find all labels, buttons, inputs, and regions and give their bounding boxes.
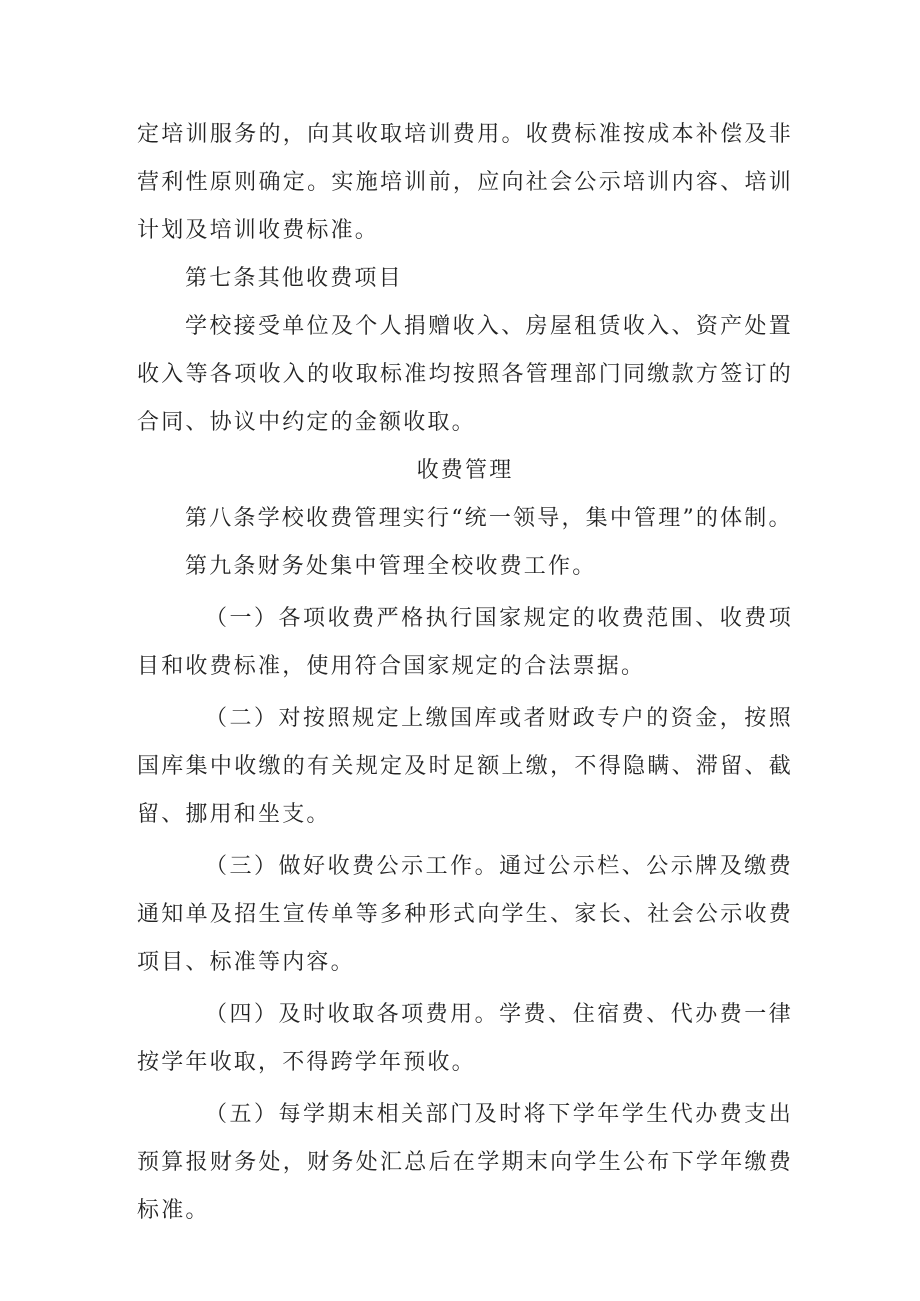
clause-5: （五）每学期末相关部门及时将下学年学生代办费支出预算报财务处，财务处汇总后在学期末向学生公布下学年缴费标准。: [137, 1102, 793, 1223]
article-9: 第九条财务处集中管理全校收费工作。: [185, 554, 597, 579]
section-heading-fee-management: 收费管理: [416, 458, 514, 483]
article-8: 第八条学校收费管理实行“统一领导，集中管理”的体制。: [185, 506, 793, 531]
clause-2: （二）对按照规定上缴国库或者财政专户的资金，按照国库集中收缴的有关规定及时足额上缴，不得隐瞒、滞留、截留、挪用和坐支。: [137, 706, 793, 827]
clause-3: （三）做好收费公示工作。通过公示栏、公示牌及缴费通知单及招生宣传单等多种形式向学生、家长、社会公示收费项目、标准等内容。: [137, 854, 793, 975]
document-body: [137, 111, 793, 1235]
paragraph-other-income: 学校接受单位及个人捐赠收入、房屋租赁收入、资产处置收入等各项收入的收取标准均按照各管理部门同缴款方签订的合同、协议中约定的金额收取。: [137, 314, 793, 435]
clause-1: （一）各项收费严格执行国家规定的收费范围、收费项目和收费标准，使用符合国家规定的合法票据。: [137, 606, 793, 679]
article-7-title: 第七条其他收费项目: [185, 266, 403, 291]
clause-4: （四）及时收取各项费用。学费、住宿费、代办费一律按学年收取，不得跨学年预收。: [137, 1002, 793, 1075]
paragraph-training-fees-continued: 定培训服务的，向其收取培训费用。收费标准按成本补偿及非营利性原则确定。实施培训前，应向社会公示培训内容、培训计划及培训收费标准。: [137, 122, 793, 243]
